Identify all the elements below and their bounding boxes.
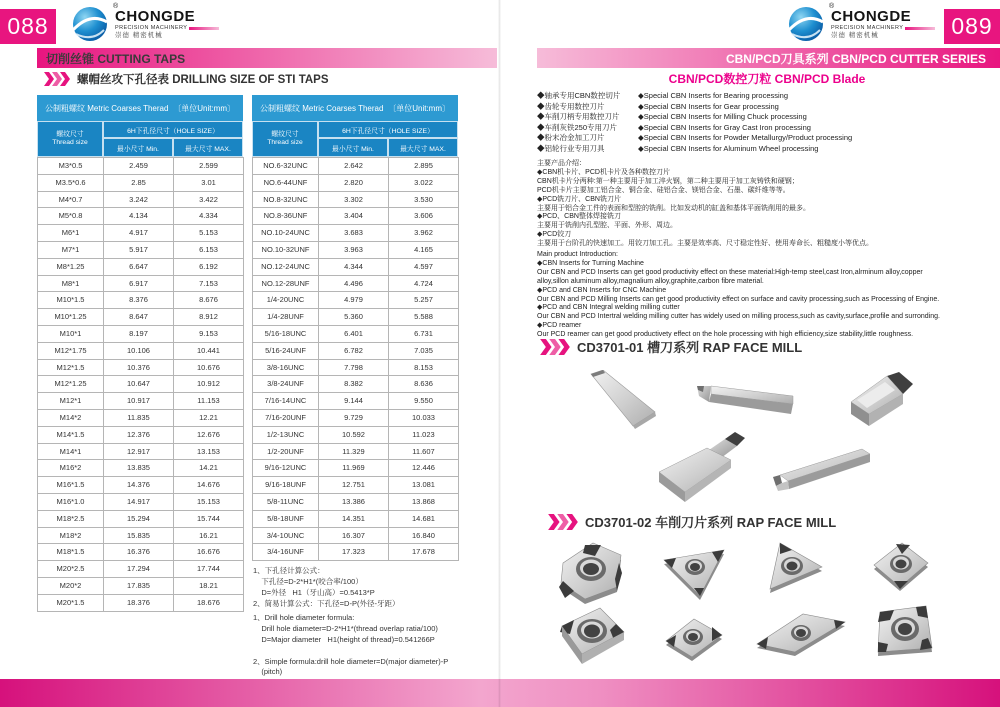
table-row: M16*1.0 14.917 15.153 <box>38 493 244 510</box>
intro-line: 主要用于台阶孔的快速加工。用铰刀加工孔。主要是效率高、尺寸稳定性好、使用寿命长、粗糙度小等优点。 <box>537 240 873 248</box>
insert-image-triangle-2 <box>762 541 828 601</box>
bullet-line: ◆铝轮行业专用刀具 <box>537 143 605 153</box>
table-row: M12*1.5 10.376 10.676 <box>38 359 244 376</box>
registered-mark: ® <box>113 2 119 10</box>
intro-line: CBN机卡片分两种:第一种主要用于加工淬火钢，第二种主要用于加工灰铸铁和硬钢； <box>537 177 799 185</box>
table-row: M14*1 12.917 13.153 <box>38 443 244 460</box>
page-number-right: 089 <box>944 9 1000 44</box>
intro-line: ◆PCD铣刀片、CBN铣刀片 <box>537 195 621 203</box>
formula-notes-en <box>253 613 448 678</box>
col-header-thread-size: 螺纹尺寸 Thread size <box>252 121 318 157</box>
intro-line: 主要产品介绍： <box>537 160 586 167</box>
table-row: M10*1.25 8.647 8.912 <box>38 309 244 326</box>
table-row: M20*2 17.835 18.21 <box>38 577 244 594</box>
table-row: M3.5*0.6 2.85 3.01 <box>38 174 244 191</box>
product-intro-cn <box>537 160 977 249</box>
note-line: (pitch) <box>253 667 283 677</box>
table-row: M16*2 13.835 14.21 <box>38 460 244 477</box>
table-row: NO.12-28UNF 4.496 4.724 <box>253 275 459 292</box>
right-page-title-bar: CBN/PCD刀具系列 CBN/PCD CUTTER SERIES <box>537 48 1000 68</box>
table-row: M8*1.25 6.647 6.192 <box>38 258 244 275</box>
table-row: NO.10-24UNC 3.683 3.962 <box>253 225 459 242</box>
page-number-left: 088 <box>0 9 56 44</box>
table-row: M20*1.5 18.376 18.676 <box>38 594 244 611</box>
left-page-title-bar: 切削丝锥 CUTTING TAPS <box>37 48 497 68</box>
brand-name: CHONGDE <box>831 7 912 25</box>
table-row: M14*2 11.835 12.21 <box>38 409 244 426</box>
insert-image-diamond-1 <box>870 541 934 599</box>
turning-tool-image-2 <box>695 380 800 422</box>
table-row: 5/8-11UNC 13.386 13.868 <box>253 493 459 510</box>
table-row: M8*1 6.917 7.153 <box>38 275 244 292</box>
table-row: M7*1 5.917 6.153 <box>38 241 244 258</box>
chevron-triple-icon <box>548 514 578 530</box>
rap-face-mill-tools-illustration <box>540 362 1000 510</box>
table-row: 5/16-24UNF 6.782 7.035 <box>253 342 459 359</box>
intro-line: ◆PCD、CBN整体焊接铣刀 <box>537 213 621 221</box>
table-row: M12*1.25 10.647 10.912 <box>38 376 244 393</box>
col-header-thread-size: 螺纹尺寸 Thread size <box>37 121 103 157</box>
brand-globe-icon <box>786 3 826 45</box>
table-row: M5*0.8 4.134 4.334 <box>38 208 244 225</box>
brand-name: CHONGDE <box>115 7 196 25</box>
section-cd3701-01-heading <box>540 337 802 356</box>
intro-line: Our CBN and PCD Inserts can get good productivity effect on these material:High-temp steel,cast Iron,alrminum alloy,copper <box>537 268 923 276</box>
table-row: M20*2.5 17.294 17.744 <box>38 561 244 578</box>
brand-globe-icon <box>70 3 110 45</box>
intro-line: 主要用于铣削内孔型腔、平面、外形、周边。 <box>537 222 677 230</box>
brand-name-cn: 崇德 精密机械 <box>115 32 163 39</box>
intro-line: Main product Introduction: <box>537 251 618 258</box>
table-row: 9/16-18UNF 12.751 13.081 <box>253 477 459 494</box>
table-row: NO.12-24UNC 4.344 4.597 <box>253 258 459 275</box>
intro-line: ◆PCD reamer <box>537 322 582 330</box>
brand-logo <box>70 3 219 45</box>
bullet-line: ◆轴承专用CBN数控切片 <box>537 91 621 100</box>
brand-accent-line <box>189 27 219 30</box>
table-row: 3/8-16UNC 7.798 8.153 <box>253 359 459 376</box>
note-line: 下孔径=D-2*H1*(咬合率/100） <box>253 576 363 586</box>
table-row: M18*1.5 16.376 16.676 <box>38 544 244 561</box>
brand-subtitle: PRECISION MACHINERY <box>115 24 188 31</box>
col-header-min: 最小尺寸 Min. <box>318 138 388 157</box>
table-title: 公制粗螺纹 Metric Coarses Therad <box>45 103 169 113</box>
intro-line: PCD机卡片主要加工铝合金、铜合金、硅铝合金、镁铝合金、石墨、碳纤维等等。 <box>537 186 790 194</box>
intro-line: ◆PCD铰刀 <box>537 231 572 239</box>
drilling-size-heading <box>44 71 329 87</box>
brand-accent-line <box>905 27 935 30</box>
turning-tool-image-3 <box>845 372 917 434</box>
note-line <box>253 646 448 657</box>
table-row: M18*2 15.835 16.21 <box>38 527 244 544</box>
table-row: M18*2.5 15.294 15.744 <box>38 510 244 527</box>
insert-image-triangle-1 <box>660 544 730 602</box>
table-row: 5/16-18UNC 6.401 6.731 <box>253 325 459 342</box>
bullet-line: ◆Special CBN Inserts for Gear processing <box>638 101 779 111</box>
bullet-line: ◆Special CBN Inserts for Aluminum Wheel processing <box>638 143 819 153</box>
table-row: M4*0.7 3.242 3.422 <box>38 191 244 208</box>
turning-tool-image-5 <box>770 445 875 491</box>
table-row: 1/4-20UNC 4.979 5.257 <box>253 292 459 309</box>
intro-line: alloy,sillon aluminum alloy,magnalium alloy,graphite,carbon fibre material. <box>537 277 764 285</box>
note-line: 2、简易计算公式：下孔径=D-P(外径-牙距） <box>253 598 400 608</box>
intro-line: ◆PCD and CBN Inserts for CNC Machine <box>537 286 667 294</box>
insert-image-diamond-2 <box>658 613 728 667</box>
table-row: M6*1 4.917 5.153 <box>38 225 244 242</box>
table-row: NO.10-32UNF 3.963 4.165 <box>253 241 459 258</box>
turning-tool-image-4 <box>655 430 755 508</box>
table-row: M12*1 10.917 11.153 <box>38 393 244 410</box>
intro-line: ◆CBN机卡片、PCD机卡片及各种数控刀片 <box>537 168 670 176</box>
table-row: 5/8-18UNF 14.351 14.681 <box>253 510 459 527</box>
bullet-line: ◆车削灰铁250专用刀片 <box>537 122 618 132</box>
note-line: 1、下孔径计算公式： <box>253 566 325 575</box>
bullet-line: ◆Special CBN Inserts for Gray Cast Iron processing <box>638 122 811 132</box>
table-row: 1/4-28UNF 5.360 5.588 <box>253 309 459 326</box>
chevron-triple-icon <box>44 72 70 86</box>
insert-image-trigon <box>555 541 633 605</box>
table-row: 3/8-24UNF 8.382 8.636 <box>253 376 459 393</box>
note-line: 2、Simple formula:drill hole diameter=D(major diameter)-P <box>253 656 449 666</box>
note-line: 1、Drill hole diameter formula: <box>253 613 355 622</box>
table-row: 7/16-14UNC 9.144 9.550 <box>253 393 459 410</box>
drilling-size-heading-text: 螺帽丝攻下孔径表 DRILLING SIZE OF STI TAPS <box>77 74 329 86</box>
table-row: 9/16-12UNC 11.969 12.446 <box>253 460 459 477</box>
bullet-line: ◆粉末冶金加工刀片 <box>537 133 605 143</box>
section-cd3701-01-title: CD3701-01 槽刀系列 RAP FACE MILL <box>577 340 803 355</box>
metric-thread-table <box>37 95 243 612</box>
table-row: M14*1.5 12.376 12.676 <box>38 426 244 443</box>
table-unit: 〔单位Unit:mm〕 <box>173 103 235 113</box>
product-intro-en <box>537 251 977 340</box>
insert-image-square-1 <box>550 606 630 672</box>
blade-bullets-cn <box>537 91 620 155</box>
table-row: M10*1.5 8.376 8.676 <box>38 292 244 309</box>
col-header-hole-size: 6H下孔径尺寸（HOLE SIZE） <box>103 121 243 138</box>
brand-logo <box>786 3 935 45</box>
col-header-max: 最大尺寸 MAX. <box>173 138 243 157</box>
table-row: 1/2-20UNF 11.329 11.607 <box>253 443 459 460</box>
table-title: 公制粗螺纹 Metric Coarses Therad <box>260 103 384 113</box>
brand-subtitle: PRECISION MACHINERY <box>831 24 904 31</box>
col-header-min: 最小尺寸 Min. <box>103 138 173 157</box>
blade-bullets-en <box>638 91 852 155</box>
page-gutter <box>498 0 501 707</box>
bullet-line: ◆Special CBN Inserts for Bearing processing <box>638 91 788 100</box>
intro-line: Our CBN and PCD Milling Inserts can get good productivity effect on surface and cavity processing,such as Processing of Engine. <box>537 295 940 303</box>
table-row: M12*1.75 10.106 10.441 <box>38 342 244 359</box>
turning-tool-image-1 <box>585 370 660 430</box>
unified-thread-table <box>252 95 458 561</box>
table-row: NO.8-36UNF 3.404 3.606 <box>253 208 459 225</box>
table-unit: 〔单位Unit:mm〕 <box>388 103 450 113</box>
bullet-line: ◆齿轮专用数控刀片 <box>537 101 605 111</box>
table-row: M10*1 8.197 9.153 <box>38 325 244 342</box>
note-line: Drill hole diameter=D-2*H1*(thread overlap ratia/100) <box>253 623 438 633</box>
col-header-max: 最大尺寸 MAX. <box>388 138 458 157</box>
chevron-triple-icon <box>540 339 570 355</box>
intro-line: 主要用于铝合金工件的表面和型腔的铣削。比如发动机的缸盖和基体平面铣削用的最多。 <box>537 204 810 212</box>
bullet-line: ◆车削刀柄专用数控刀片 <box>537 112 620 122</box>
turning-inserts-illustration <box>540 538 1000 676</box>
insert-image-rhombic <box>755 608 849 664</box>
table-row: 3/4-16UNF 17.323 17.678 <box>253 544 459 561</box>
table-row: 1/2-13UNC 10.592 11.023 <box>253 426 459 443</box>
table-row: NO.6-32UNC 2.642 2.895 <box>253 158 459 175</box>
bullet-line: ◆Special CBN Inserts for Milling Chuck processing <box>638 112 807 122</box>
bullet-line: ◆Special CBN Inserts for Powder Metallurgy/Product processing <box>638 133 853 143</box>
table-row: NO.6-44UNF 2.820 3.022 <box>253 174 459 191</box>
table-row: NO.8-32UNC 3.302 3.530 <box>253 191 459 208</box>
intro-line: Our PCD reamer can get good productivety effect on the hole processing with high efficiency,size stability,little roughness. <box>537 331 914 339</box>
section-cd3701-02-title: CD3701-02 车削刀片系列 RAP FACE MILL <box>585 515 837 530</box>
note-line: D=外径 H1（牙山高）=0.5413*P <box>253 587 375 597</box>
registered-mark: ® <box>829 2 835 10</box>
table-row: 3/4-10UNC 16.307 16.840 <box>253 527 459 544</box>
insert-image-square-2 <box>868 602 942 672</box>
col-header-hole-size: 6H下孔径尺寸（HOLE SIZE） <box>318 121 458 138</box>
table-row: 7/16-20UNF 9.729 10.033 <box>253 409 459 426</box>
table-row: M16*1.5 14.376 14.676 <box>38 477 244 494</box>
table-row: M3*0.5 2.459 2.599 <box>38 158 244 175</box>
intro-line: Our CBN and PCD Intertral welding milling cutter has widely used on milling process,such as cavity,surface,profile and surronding. <box>537 313 940 321</box>
formula-notes-cn <box>253 566 399 610</box>
blade-section-title: CBN/PCD数控刀粒 CBN/PCD Blade <box>668 72 866 86</box>
intro-line: ◆PCD and CBN Integral welding milling cutter <box>537 304 680 312</box>
note-line: D=Major diameter H1(height of thread)=0.541266P <box>253 634 435 644</box>
intro-line: ◆CBN Inserts for Turning Machine <box>537 259 644 267</box>
section-cd3701-02-heading <box>548 512 836 531</box>
brand-name-cn: 崇德 精密机械 <box>831 32 879 39</box>
